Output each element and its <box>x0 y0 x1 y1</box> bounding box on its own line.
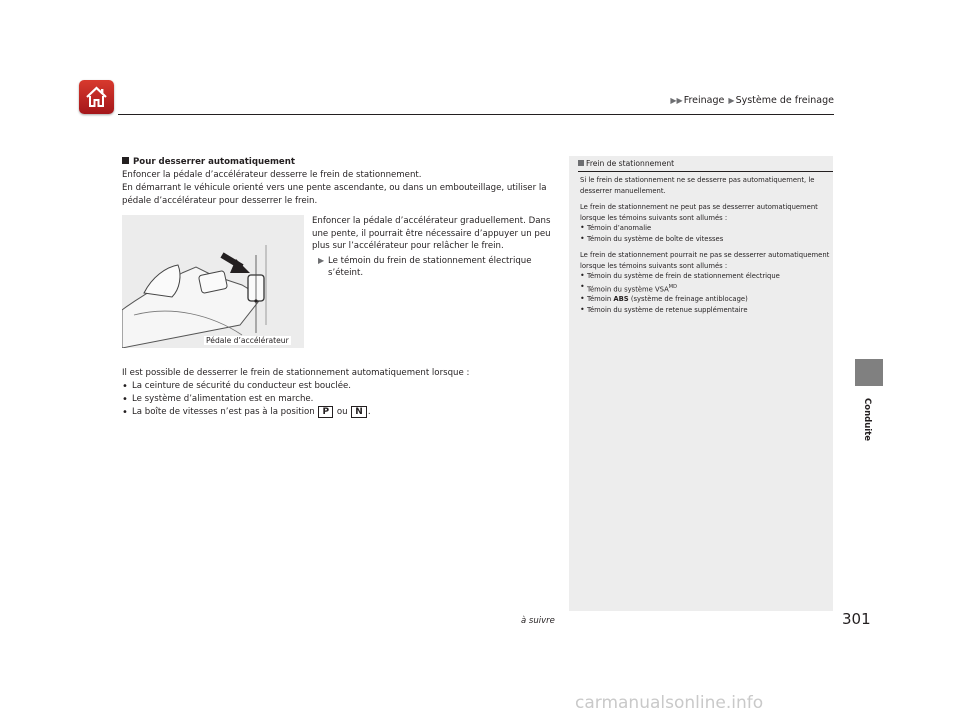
list-item: • Témoin d’anomalie <box>580 223 830 234</box>
breadcrumb-arrow-icon: ▶ <box>728 96 735 105</box>
continued-label: à suivre <box>521 616 555 626</box>
result-step <box>312 255 562 280</box>
list-item: • La ceinture de sécurité du conducteur est bouclée. <box>122 380 562 393</box>
note-rule <box>578 171 833 172</box>
chapter-tab-label[interactable]: Conduite <box>862 398 872 442</box>
header-rule <box>118 114 834 115</box>
accelerator-pedal-figure <box>122 215 304 348</box>
home-button[interactable] <box>79 80 114 114</box>
note-list-2 <box>580 223 830 244</box>
pedal-illustration <box>122 215 304 348</box>
page-number: 301 <box>842 610 871 628</box>
intro-text: Enfoncer la pédale d’accélérateur desserre le frein de stationnement. <box>122 170 422 180</box>
gear-n-key: N <box>351 406 367 418</box>
breadcrumb-item-systeme[interactable]: Système de freinage <box>735 95 834 106</box>
conditions-intro: Il est possible de desserrer le frein de stationnement automatiquement lorsque : <box>122 368 470 378</box>
list-item: • Témoin du système de boîte de vitesses <box>580 234 830 245</box>
watermark: carmanualsonline.info <box>575 693 764 713</box>
chapter-tab[interactable] <box>855 359 883 386</box>
section-heading: Pour desserrer automatiquement <box>122 156 562 169</box>
note-para-2: Le frein de stationnement ne peut pas se desserrer automatiquement lorsque les témoins suivants sont allumés : <box>580 203 818 222</box>
note-icon <box>578 160 584 166</box>
note-box <box>569 156 833 611</box>
breadcrumb-arrow-icon: ▶▶ <box>670 96 683 105</box>
conditions-block <box>122 367 562 419</box>
step-text: Enfoncer la pédale d’accélérateur graduellement. Dans une pente, il pourrait être nécessaire d’appuyer un peu plus sur l’accélérateur pour relâcher le frein. <box>312 216 551 251</box>
list-item: • Témoin ABS (système de freinage antiblocage) <box>580 294 830 305</box>
main-section <box>122 156 562 208</box>
conditions-list <box>122 380 562 419</box>
list-item: • La boîte de vitesses n’est pas à la position P ou N . <box>122 406 562 419</box>
breadcrumb <box>669 95 834 106</box>
list-item: • Témoin du système de frein de stationnement électrique <box>580 271 830 282</box>
result-arrow-icon: ▶ <box>318 255 325 265</box>
note-para-3: Le frein de stationnement pourrait ne pas se desserrer automatiquement lorsque les témoins suivants sont allumés : <box>580 251 830 270</box>
list-item: • Le système d’alimentation est en marche. <box>122 393 562 406</box>
list-item: • Témoin du système de retenue supplémentaire <box>580 305 830 316</box>
figure-caption: Pédale d’accélérateur <box>206 336 289 345</box>
procedure-text <box>312 215 562 280</box>
home-icon <box>84 85 109 109</box>
square-bullet-icon <box>122 157 129 164</box>
note-title: Frein de stationnement <box>578 159 674 168</box>
gear-p-key: P <box>318 406 333 418</box>
result-text: Le témoin du frein de stationnement électrique s’éteint. <box>328 255 532 278</box>
breadcrumb-item-freinage[interactable]: Freinage <box>683 95 725 106</box>
intro-text-2: En démarrant le véhicule orienté vers une pente ascendante, ou dans un embouteillage, utiliser la pédale d’accélérateur pour desserrer le frein. <box>122 183 547 206</box>
note-list-3 <box>580 271 830 315</box>
list-item: • Témoin du système $VSA^{MD}$ <box>580 282 830 295</box>
note-body <box>580 175 830 321</box>
note-para-1: Si le frein de stationnement ne se desserre pas automatiquement, le desserrer manuellement. <box>580 176 815 195</box>
